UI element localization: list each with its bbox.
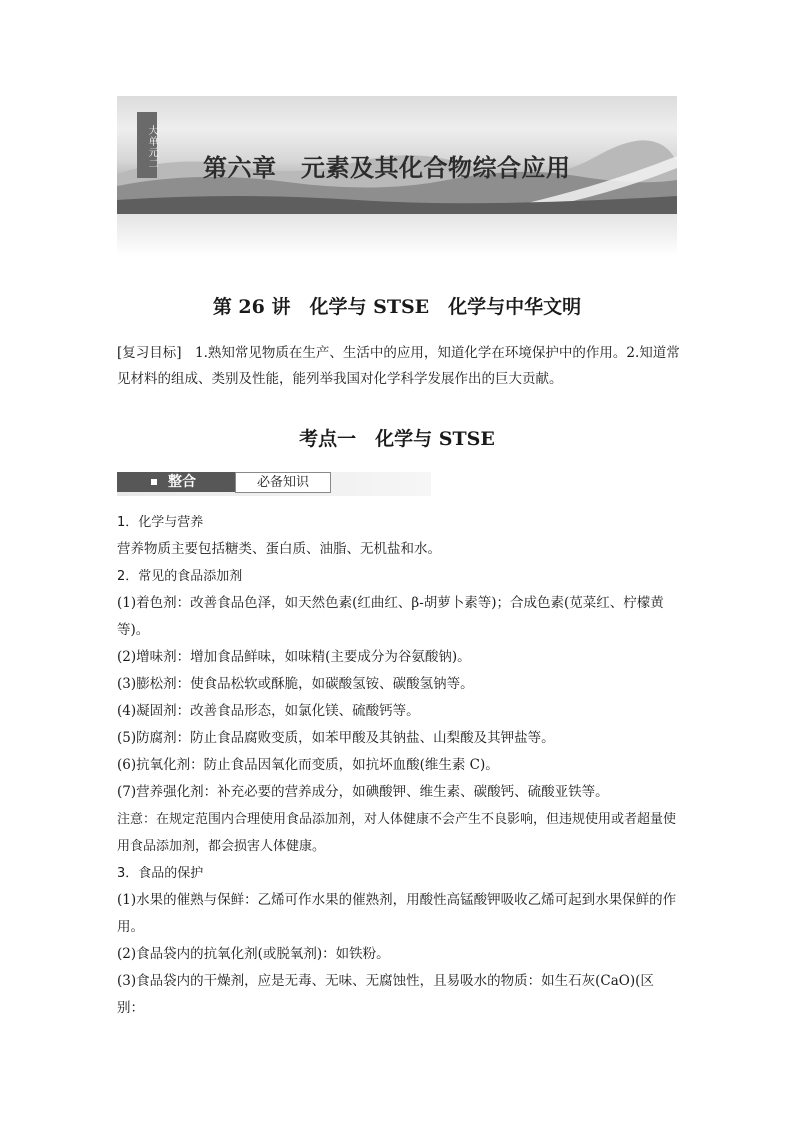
lecture-title: 第 26 讲 化学与 STSE 化学与中华文明 [212, 296, 582, 318]
list-item: (3)膨松剂：使食品松软或酥脆，如碳酸氢铵、碳酸氢钠等。 [117, 676, 474, 692]
tag-integrate [117, 472, 235, 492]
list-item: (6)抗氧化剂：防止食品因氧化而变质，如抗坏血酸(维生素 C)。 [117, 757, 499, 773]
heading-food-additives: 2．常见的食品添加剂 [117, 569, 243, 584]
chapter-title: 第六章 元素及其化合物综合应用 [203, 154, 571, 182]
list-item: (3)食品袋内的干燥剂，应是无毒、无味、无腐蚀性，且易吸水的物质：如生石灰(CaO)(区别： [117, 973, 654, 1016]
list-item: (4)凝固剂：改善食品形态，如氯化镁、硫酸钙等。 [117, 703, 420, 719]
content-body [117, 509, 680, 1022]
note: 注意：在规定范围内合理使用食品添加剂，对人体健康不会产生不良影响，但违规使用或者超量使用食品添加剂，都会损害人体健康。 [117, 812, 677, 854]
section-tag-bar [117, 472, 431, 496]
review-goal: [复习目标] 1.熟知常见物质在生产、生活中的应用，知道化学在环境保护中的作用。2.知道常见材料的组成、类别及性能，能列举我国对化学科学发展作出的巨大贡献。 [117, 345, 680, 387]
section-title: 考点一 化学与 STSE [299, 428, 495, 450]
list-item: (2)增味剂：增加食品鲜味，如味精(主要成分为谷氨酸钠)。 [117, 649, 471, 665]
banner-shadow [117, 214, 677, 256]
list-item: (1)着色剂：改善食品色泽，如天然色素(红曲红、β-胡萝卜素等)；合成色素(苋菜红、柠檬黄等)。 [117, 595, 664, 638]
list-item: (2)食品袋内的抗氧化剂(或脱氧剂)：如铁粉。 [117, 946, 390, 962]
heading-nutrition: 1．化学与营养 [117, 515, 204, 530]
paragraph: 营养物质主要包括糖类、蛋白质、油脂、无机盐和水。 [117, 541, 441, 557]
tag-essential-knowledge: 必备知识 [235, 472, 331, 493]
unit-tag: 大单元二 [137, 112, 157, 178]
list-item: (7)营养强化剂：补充必要的营养成分，如碘酸钾、维生素、碳酸钙、硫酸亚铁等。 [117, 784, 609, 800]
square-icon [151, 479, 157, 485]
list-item: (1)水果的催熟与保鲜：乙烯可作水果的催熟剂，用酸性高锰酸钾吸收乙烯可起到水果保鲜的作用。 [117, 892, 677, 935]
tag-integrate-label: 整合 [168, 474, 196, 490]
heading-food-protection: 3．食品的保护 [117, 866, 204, 881]
list-item: (5)防腐剂：防止食品腐败变质，如苯甲酸及其钠盐、山梨酸及其钾盐等。 [117, 730, 555, 746]
chapter-banner [117, 96, 677, 214]
